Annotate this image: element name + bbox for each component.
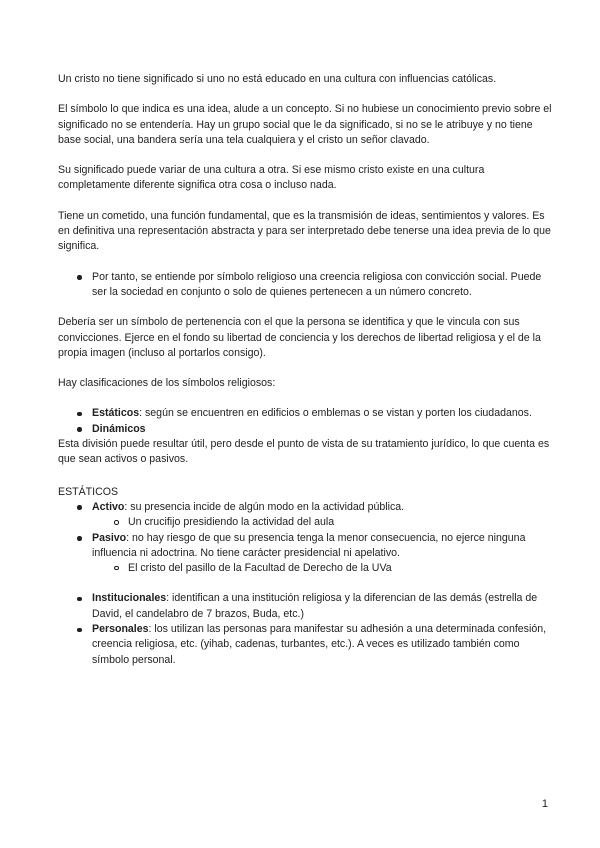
page-number: 1	[541, 798, 548, 810]
term-activo: Activo	[92, 500, 125, 513]
paragraph-clasificaciones-intro: Hay clasificaciones de los símbolos religiosos:	[58, 377, 276, 390]
sub-list-item: Un crucifijo presidiendo la actividad del aula	[58, 515, 553, 530]
term-personales: Personales	[92, 623, 149, 636]
item-text: : los utilizan las personas para manifestar su adhesión a una determinada confesión, creencia religiosa, etc. (yihab, cadenas, turbantes, etc.). A veces es utilizado también como símbolo personal.	[92, 623, 547, 666]
bullet-list-estaticos	[58, 500, 553, 576]
list-item	[58, 622, 553, 668]
paragraph-significado-cultura: Su significado puede variar de una cultura a otra. Si ese mismo cristo existe en una cultura completamente diferente significa otra cosa o incluso nada.	[58, 164, 485, 192]
document-page	[58, 72, 553, 668]
sub-list-item: El cristo del pasillo de la Facultad de Derecho de la UVa	[58, 561, 553, 576]
term-pasivo: Pasivo	[92, 531, 127, 544]
term-estaticos: Estáticos	[92, 407, 140, 420]
item-text: : según se encuentren en edificios o emblemas o se vistan y porten los ciudadanos.	[139, 407, 532, 420]
list-item	[58, 591, 553, 622]
item-text: : no hay riesgo de que su presencia tenga la menor consecuencia, no ejerce ninguna influencia ni adoctrina. No tiene carácter presidencial ni apelativo.	[92, 531, 526, 559]
paragraph-division: Esta división puede resultar útil, pero desde el punto de vista de su tratamiento jurídico, lo que cuenta es que sean activos o pasivos.	[58, 438, 550, 466]
list-item	[58, 406, 553, 421]
list-item: Por tanto, se entiende por símbolo religioso una creencia religiosa con convicción social. Puede ser la sociedad en conjunto o solo de quienes pertenecen a un número concreto.	[58, 270, 553, 301]
list-item	[58, 531, 553, 562]
paragraph-cristo: Un cristo no tiene significado si uno no está educado en una cultura con influencias católicas.	[58, 73, 497, 85]
list-item	[58, 500, 553, 515]
term-institucionales: Institucionales	[92, 592, 167, 605]
paragraph-simbolo-idea: El símbolo lo que indica es una idea, alude a un concepto. Si no hubiese un conocimiento previo sobre el significado no se entendería. Hay un grupo social que le da significado, si no se le atribuye y no tiene base social, una bandera sería una tela cualquiera y el cristo un señor clavado.	[58, 103, 552, 146]
paragraph-pertenencia: Debería ser un símbolo de pertenencia con el que la persona se identifica y que le vincula con sus convicciones. Ejerce en el fondo su libertad de conciencia y los derechos de libertad religiosa y el de la propia imagen (incluso al portarlos consigo).	[58, 316, 541, 359]
bullet-list-tipos	[58, 591, 553, 667]
paragraph-cometido: Tiene un cometido, una función fundamental, que es la transmisión de ideas, sentimientos y valores. Es en definitiva una representación abstracta y para ser interpretado debe tenerse una idea previa de lo que significa.	[58, 209, 551, 253]
item-text: : identifican a una institución religiosa y la diferencian de las demás (estrella de David, el candelabro de 7 brazos, Buda, etc.)	[92, 592, 538, 620]
bullet-list-religioso	[58, 270, 553, 301]
list-item	[58, 422, 553, 437]
bullet-list-clasificaciones	[58, 406, 553, 437]
term-dinamicos: Dinámicos	[92, 422, 146, 435]
item-text: : su presencia incide de algún modo en la actividad pública.	[124, 500, 405, 513]
section-heading-estaticos: ESTÁTICOS	[58, 485, 119, 498]
